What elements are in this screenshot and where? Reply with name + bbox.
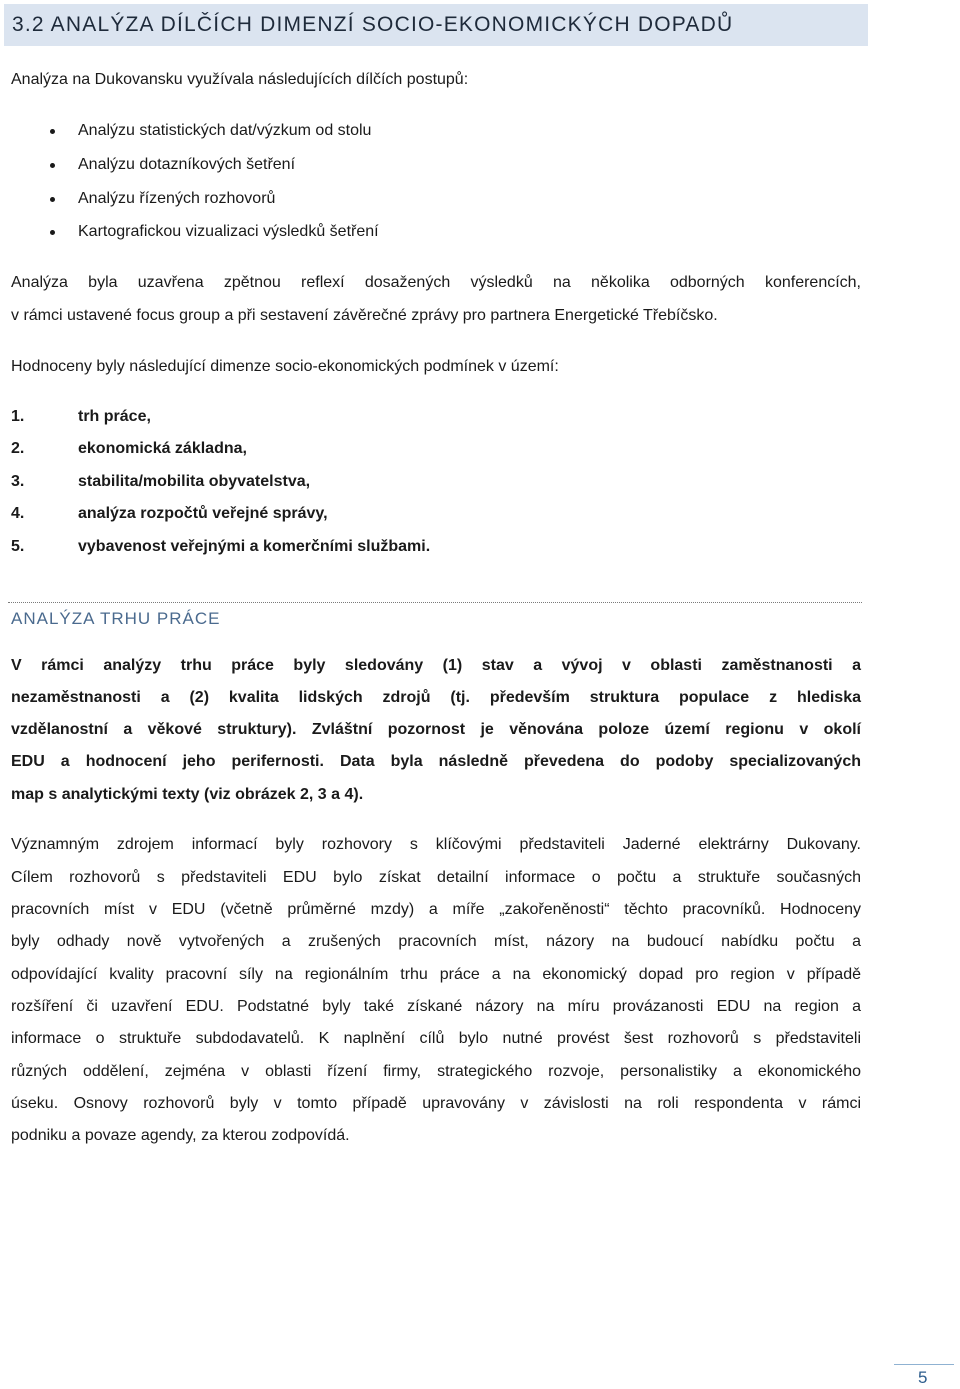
section-heading-bar: [4, 4, 868, 46]
section-heading: 3.2 ANALÝZA DÍLČÍCH DIMENZÍ SOCIO-EKONOMICKÝCH DOPADŮ: [12, 13, 734, 36]
paragraph-line: odpovídající kvality pracovní síly na regionálním trhu práce a na ekonomický dopad pro region v případě: [11, 966, 861, 983]
page-number-rule: [894, 1364, 954, 1365]
list-item: [0, 531, 430, 563]
dimensions-intro: Hodnoceny byly následující dimenze socio-ekonomických podmínek v území:: [11, 358, 559, 375]
paragraph-line: Analýza byla uzavřena zpětnou reflexí dosažených výsledků na několika odborných konferencích,: [11, 274, 861, 291]
item-text: stabilita/mobilita obyvatelstva,: [78, 472, 311, 490]
paragraph-line: různých oddělení, zejména v oblasti řízení firmy, strategického rozvoje, personalistiky a ekonomického: [11, 1063, 861, 1080]
paragraph-line: rozšíření či uzavření EDU. Podstatné byly také získané názory na míru provázanosti EDU na region a: [11, 998, 861, 1015]
paragraph-line: byly odhady nově vytvořených a zrušených pracovních míst, názory na budoucí nabídku počtu a: [11, 933, 861, 950]
dimensions-list: [0, 401, 430, 563]
item-number: 4.: [11, 505, 25, 523]
page-number: 5: [918, 1368, 928, 1387]
list-item: Kartografickou vizualizaci výsledků šetření: [0, 215, 379, 249]
list-item: [0, 433, 430, 465]
item-text: vybavenost veřejnými a komerčními službami.: [78, 537, 431, 555]
list-item: Analýzu dotazníkových šetření: [0, 148, 379, 182]
item-text: trh práce,: [78, 408, 151, 425]
item-text: ekonomická základna,: [78, 440, 247, 458]
list-item: Analýzu statistických dat/výzkum od stolu: [0, 114, 379, 148]
paragraph-line: nezaměstnanosti a (2) kvalita lidských zdrojů (tj. především struktura populace z hlediska: [11, 689, 861, 706]
item-text: analýza rozpočtů veřejné správy,: [78, 505, 328, 523]
section-divider: [8, 602, 862, 603]
paragraph-line: informace o struktuře subdodavatelů. K naplnění cílů bylo nutné provést šest rozhovorů s představiteli: [11, 1030, 861, 1047]
list-item: [0, 401, 430, 433]
paragraph-line: Cílem rozhovorů s představiteli EDU bylo získat detailní informace o počtu a struktuře současných: [11, 869, 861, 886]
methods-list: [0, 114, 379, 249]
paragraph-line: pracovních míst v EDU (včetně průměrné mzdy) a míře „zakořeněnosti“ těchto pracovníků. Hodnoceny: [11, 901, 861, 918]
intro-text: Analýza na Dukovansku využívala následujících dílčích postupů:: [11, 71, 469, 88]
paragraph-line: map s analytickými texty (viz obrázek 2, 3 a 4).: [11, 786, 364, 803]
item-number: 2.: [11, 440, 25, 458]
paragraph-line: V rámci analýzy trhu práce byly sledovány (1) stav a vývoj v oblasti zaměstnanosti a: [11, 657, 861, 674]
paragraph-line: úseku. Osnovy rozhovorů byly v tomto případě upravovány v závislosti na roli respondenta v rámci: [11, 1095, 861, 1112]
subsection-title: ANALÝZA TRHU PRÁCE: [11, 609, 221, 628]
paragraph-line: Významným zdrojem informací byly rozhovory s klíčovými představiteli Jaderné elektrárny Dukovany.: [11, 836, 861, 853]
paragraph-line: podniku a povaze agendy, za kterou zodpovídá.: [11, 1127, 350, 1144]
paragraph-line: v rámci ustavené focus group a při sestavení závěrečné zprávy pro partnera Energetické Třebíčsko.: [11, 307, 718, 324]
list-item: Analýzu řízených rozhovorů: [0, 182, 379, 216]
paragraph-line: vzdělanostní a věkové struktury). Zvláštní pozornost je věnována poloze území regionu v okolí: [11, 721, 861, 738]
item-number: 1.: [11, 408, 25, 425]
item-number: 5.: [11, 537, 25, 555]
paragraph-line: EDU a hodnocení jeho perifernosti. Data byla následně převedena do podoby specializovaných: [11, 753, 861, 770]
item-number: 3.: [11, 472, 25, 490]
list-item: [0, 498, 430, 530]
list-item: [0, 466, 430, 498]
